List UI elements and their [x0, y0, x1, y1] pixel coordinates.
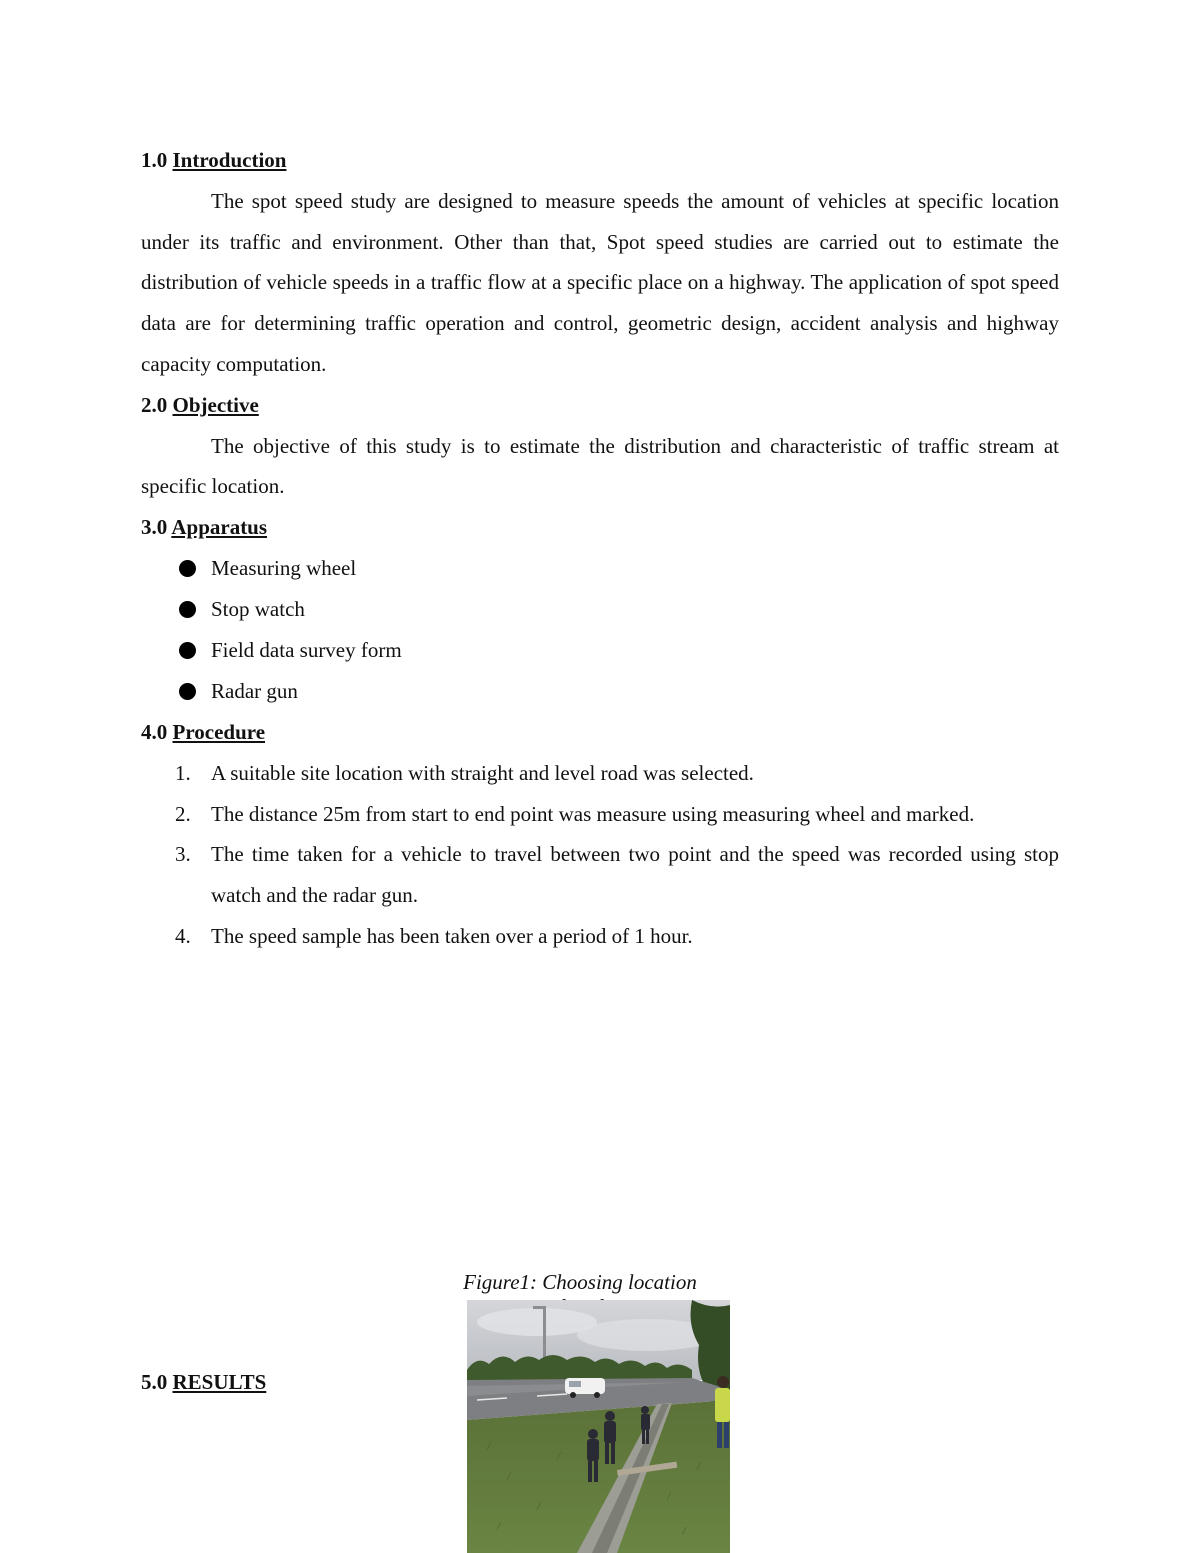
section-title: Procedure — [172, 719, 266, 744]
procedure-step — [141, 916, 1059, 957]
step-number: 3. — [175, 842, 191, 867]
list-item — [141, 671, 1059, 712]
roadside-survey-photo — [467, 1300, 730, 1553]
step-text: The time taken for a vehicle to travel between two point and the speed was recorded using stop watch and the radar gun. — [211, 842, 1059, 908]
step-number: 2. — [175, 801, 191, 826]
apparatus-list — [141, 548, 1059, 712]
list-item — [141, 589, 1059, 630]
list-item-label: Measuring wheel — [211, 555, 357, 580]
step-number: 1. — [175, 760, 191, 785]
step-number: 4. — [175, 923, 191, 948]
list-item-label: Radar gun — [211, 678, 298, 703]
section-title: Apparatus — [171, 515, 268, 540]
photo-illustration — [467, 1300, 730, 1553]
objective-paragraph: The objective of this study is to estimate the distribution and characteristic of traffic stream at specific location. — [141, 433, 1059, 499]
section-heading-procedure — [141, 712, 1059, 753]
introduction-paragraph: The spot speed study are designed to measure speeds the amount of vehicles at specific location under its traffic and environment. Other than that, Spot speed studies are carried out to estimate the distribution of vehicle speeds in a traffic flow at a specific place on a highway. The application of spot speed data are for determining traffic operation and control, geometric design, accident analysis and highway capacity computation. — [141, 188, 1059, 376]
procedure-list — [141, 753, 1059, 957]
bullet-icon — [179, 601, 196, 618]
list-item — [141, 548, 1059, 589]
section-heading-introduction — [141, 140, 1059, 181]
section-title: Objective — [172, 392, 259, 417]
bullet-icon — [179, 642, 196, 659]
step-text: The distance 25m from start to end point was measure using measuring wheel and marked. — [211, 801, 975, 826]
main-text-column — [141, 140, 1059, 957]
step-text: A suitable site location with straight and level road was selected. — [211, 760, 754, 785]
section-heading-apparatus — [141, 507, 1059, 548]
list-item-label: Stop watch — [211, 596, 305, 621]
procedure-step — [141, 834, 1059, 916]
section-number: 3.0 — [141, 515, 168, 540]
section-number: 4.0 — [141, 719, 168, 744]
section-number: 1.0 — [141, 148, 168, 172]
bullet-icon — [179, 683, 196, 700]
bullet-icon — [179, 560, 196, 577]
list-item — [141, 630, 1059, 671]
figure-caption-line: Figure1: Choosing location — [463, 1270, 697, 1294]
list-item-label: Field data survey form — [211, 637, 402, 662]
section-heading-results — [141, 1362, 266, 1403]
procedure-step — [141, 753, 1059, 794]
section-number: 2.0 — [141, 392, 168, 417]
step-text: The speed sample has been taken over a period of 1 hour. — [211, 923, 693, 948]
section-title: RESULTS — [172, 1370, 267, 1394]
section-heading-objective — [141, 385, 1059, 426]
section-number: 5.0 — [141, 1370, 168, 1394]
section-title: Introduction — [172, 148, 287, 172]
procedure-step — [141, 794, 1059, 835]
